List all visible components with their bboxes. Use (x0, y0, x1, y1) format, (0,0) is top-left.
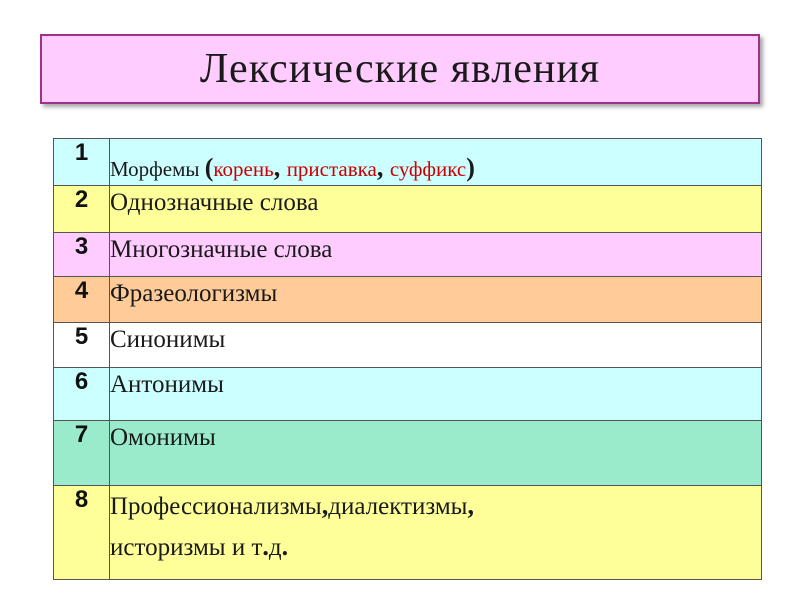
row-number: 2 (54, 186, 110, 233)
page-title: Лексические явления (199, 46, 601, 92)
comma: , (321, 491, 329, 521)
dot: . (262, 531, 269, 561)
row-text: Омонимы (110, 421, 762, 486)
row-number: 8 (54, 486, 110, 580)
row-number: 6 (54, 368, 110, 421)
table-row (54, 139, 762, 186)
open-paren: ( (204, 153, 214, 182)
dot: . (281, 531, 289, 561)
comma: , (376, 153, 390, 182)
row-text: Однозначные слова (110, 186, 762, 233)
row-text: Синонимы (110, 323, 762, 368)
title-banner (40, 34, 760, 104)
text-root: корень (213, 157, 274, 181)
row-number: 1 (54, 139, 110, 186)
table-row (54, 368, 762, 421)
text-dialectisms: диалектизмы (328, 493, 468, 521)
row-text: Фразеологизмы (110, 277, 762, 323)
row-number: 7 (54, 421, 110, 486)
row-number: 4 (54, 277, 110, 323)
table-row (54, 323, 762, 368)
comma: , (273, 153, 287, 182)
close-paren: ) (466, 153, 475, 182)
text-d: д (268, 533, 282, 561)
table-row (54, 277, 762, 323)
table-row (54, 421, 762, 486)
row-text: Антонимы (110, 368, 762, 421)
row-text (110, 139, 762, 186)
lexical-phenomena-table (53, 138, 762, 580)
text-suffix: суффикс (389, 157, 467, 181)
row-text: Многозначные слова (110, 233, 762, 277)
text-professionalisms: Профессионализмы (110, 493, 322, 521)
text-morphemes: Морфемы (110, 157, 205, 181)
table-row (54, 233, 762, 277)
table-row (54, 186, 762, 233)
text-historisms: историзмы и т (110, 533, 263, 561)
row-number: 5 (54, 323, 110, 368)
row-text (110, 486, 762, 580)
row-number: 3 (54, 233, 110, 277)
comma: , (467, 491, 474, 521)
table-row (54, 486, 762, 580)
text-prefix: приставка (286, 157, 377, 181)
